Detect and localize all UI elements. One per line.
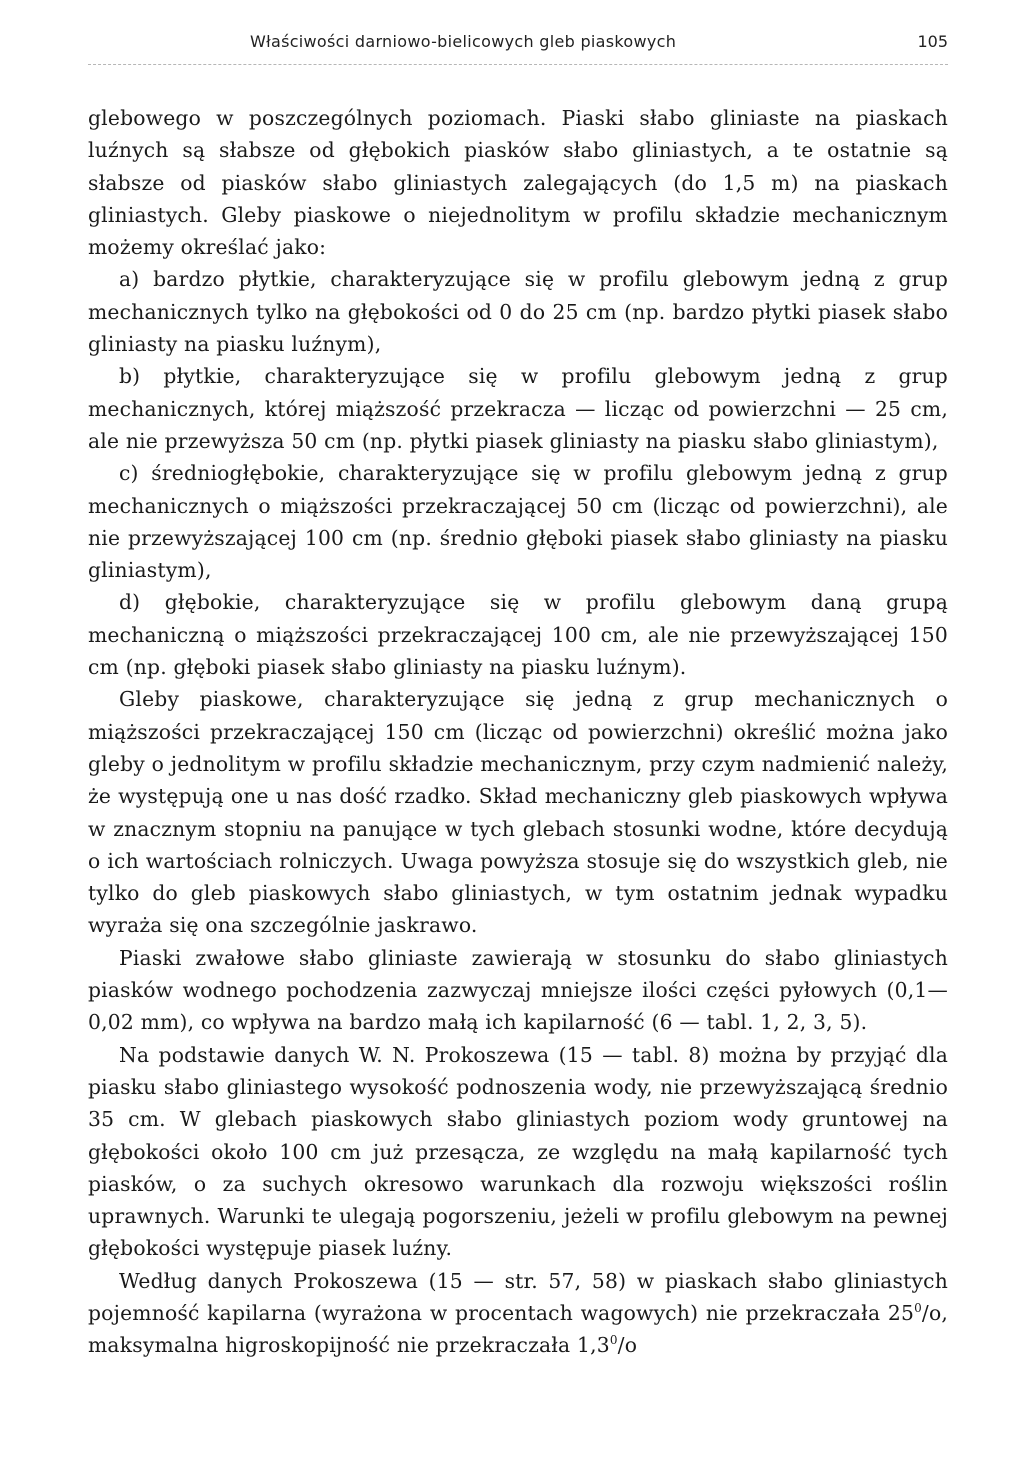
paragraph-list-item-d: d) głębokie, charakteryzujące się w profilu glebowym daną grupą mechaniczną o miąższości przekraczającej 100 cm, ale nie przewyższającej 150 cm (np. głęboki piasek słabo gliniasty na piasku luźnym). — [88, 590, 948, 680]
paragraph-text-part: /o, maksymalna higroskopijność nie przekraczała 1,3 — [88, 1300, 948, 1358]
paragraph-continuation: glebowego w poszczególnych poziomach. Piaski słabo gliniaste na piaskach luźnych są słabsze od głębokich piasków słabo gliniastych, a te ostatnie są słabsze od piasków słabo gliniastych zalegających (do 1,5 m) na piaskach gliniastych. Gleby piaskowe o niejednolitym w profilu składzie mechanicznym możemy określać jako: — [88, 106, 948, 260]
paragraph-text-part: /o — [617, 1333, 638, 1358]
paragraph-list-item-c: c) średniogłębokie, charakteryzujące się w profilu glebowym jedną z grup mechanicznych o miąższości przekraczającej 50 cm (licząc od powierzchni), ale nie przewyższającej 100 cm (np. średnio głęboki piasek słabo gliniasty na piasku gliniastym), — [88, 461, 948, 583]
running-title: Właściwości darniowo-bielicowych gleb piaskowych — [250, 32, 677, 51]
paragraph-uniform-soils: Gleby piaskowe, charakteryzujące się jedną z grup mechanicznych o miąższości przekraczającej 150 cm (licząc od powierzchni) określić można jako gleby o jednolitym w profilu składzie mechanicznym, przy czym nadmienić należy, że występują one u nas dość rzadko. Skład mechaniczny gleb piaskowych wpływa w znacznym stopniu na panujące w tych glebach stosunki wodne, które decydują o ich wartościach rolniczych. Uwaga powyższa stosuje się do wszystkich gleb, nie tylko do gleb piaskowych słabo gliniastych, w tym ostatnim jednak wypadku wyraża się ona szczególnie jaskrawo. — [88, 687, 948, 938]
paragraph-text-part: Według danych Prokoszewa (15 — str. 57, 58) w piaskach słabo gliniastych pojemność kapilarna (wyrażona w procentach wagowych) nie przekraczała 25 — [88, 1268, 948, 1325]
percent-superscript: 0 — [914, 1301, 922, 1316]
book-page — [88, 22, 948, 1362]
page-number: 105 — [917, 32, 948, 51]
body-text — [88, 102, 948, 1362]
paragraph-list-item-a: a) bardzo płytkie, charakteryzujące się w profilu glebowym jedną z grup mechanicznych tylko na głębokości od 0 do 25 cm (np. bardzo płytki piasek słabo gliniasty na piasku luźnym), — [88, 267, 948, 357]
paragraph-water-rise: Na podstawie danych W. N. Prokoszewa (15 — tabl. 8) można by przyjąć dla piasku słabo gliniastego wysokość podnoszenia wody, nie przewyższającą średnio 35 cm. W glebach piaskowych słabo gliniastych poziom wody gruntowej na głębokości około 100 cm już przesącza, ze względu na małą kapilarność tych piasków, o za suchych okresowo warunkach dla rozwoju większości roślin uprawnych. Warunki te ulegają pogorszeniu, jeżeli w profilu glebowym na pewnej głębokości występuje piasek luźny. — [88, 1042, 948, 1261]
header-rule — [88, 64, 948, 65]
paragraph-list-item-b: b) płytkie, charakteryzujące się w profilu glebowym jedną z grup mechanicznych, której miąższość przekracza — licząc od powierzchni — 25 cm, ale nie przewyższa 50 cm (np. płytki piasek gliniasty na piasku słabo gliniastym), — [88, 364, 948, 453]
paragraph-capillary-capacity — [88, 1265, 948, 1362]
percent-superscript: 0 — [609, 1333, 618, 1348]
running-header — [88, 22, 948, 56]
paragraph-moraine-sands: Piaski zwałowe słabo gliniaste zawierają w stosunku do słabo gliniastych piasków wodnego pochodzenia zazwyczaj mniejsze ilości części pyłowych (0,1—0,02 mm), co wpływa na bardzo małą ich kapilarność (6 — tabl. 1, 2, 3, 5). — [88, 945, 948, 1035]
